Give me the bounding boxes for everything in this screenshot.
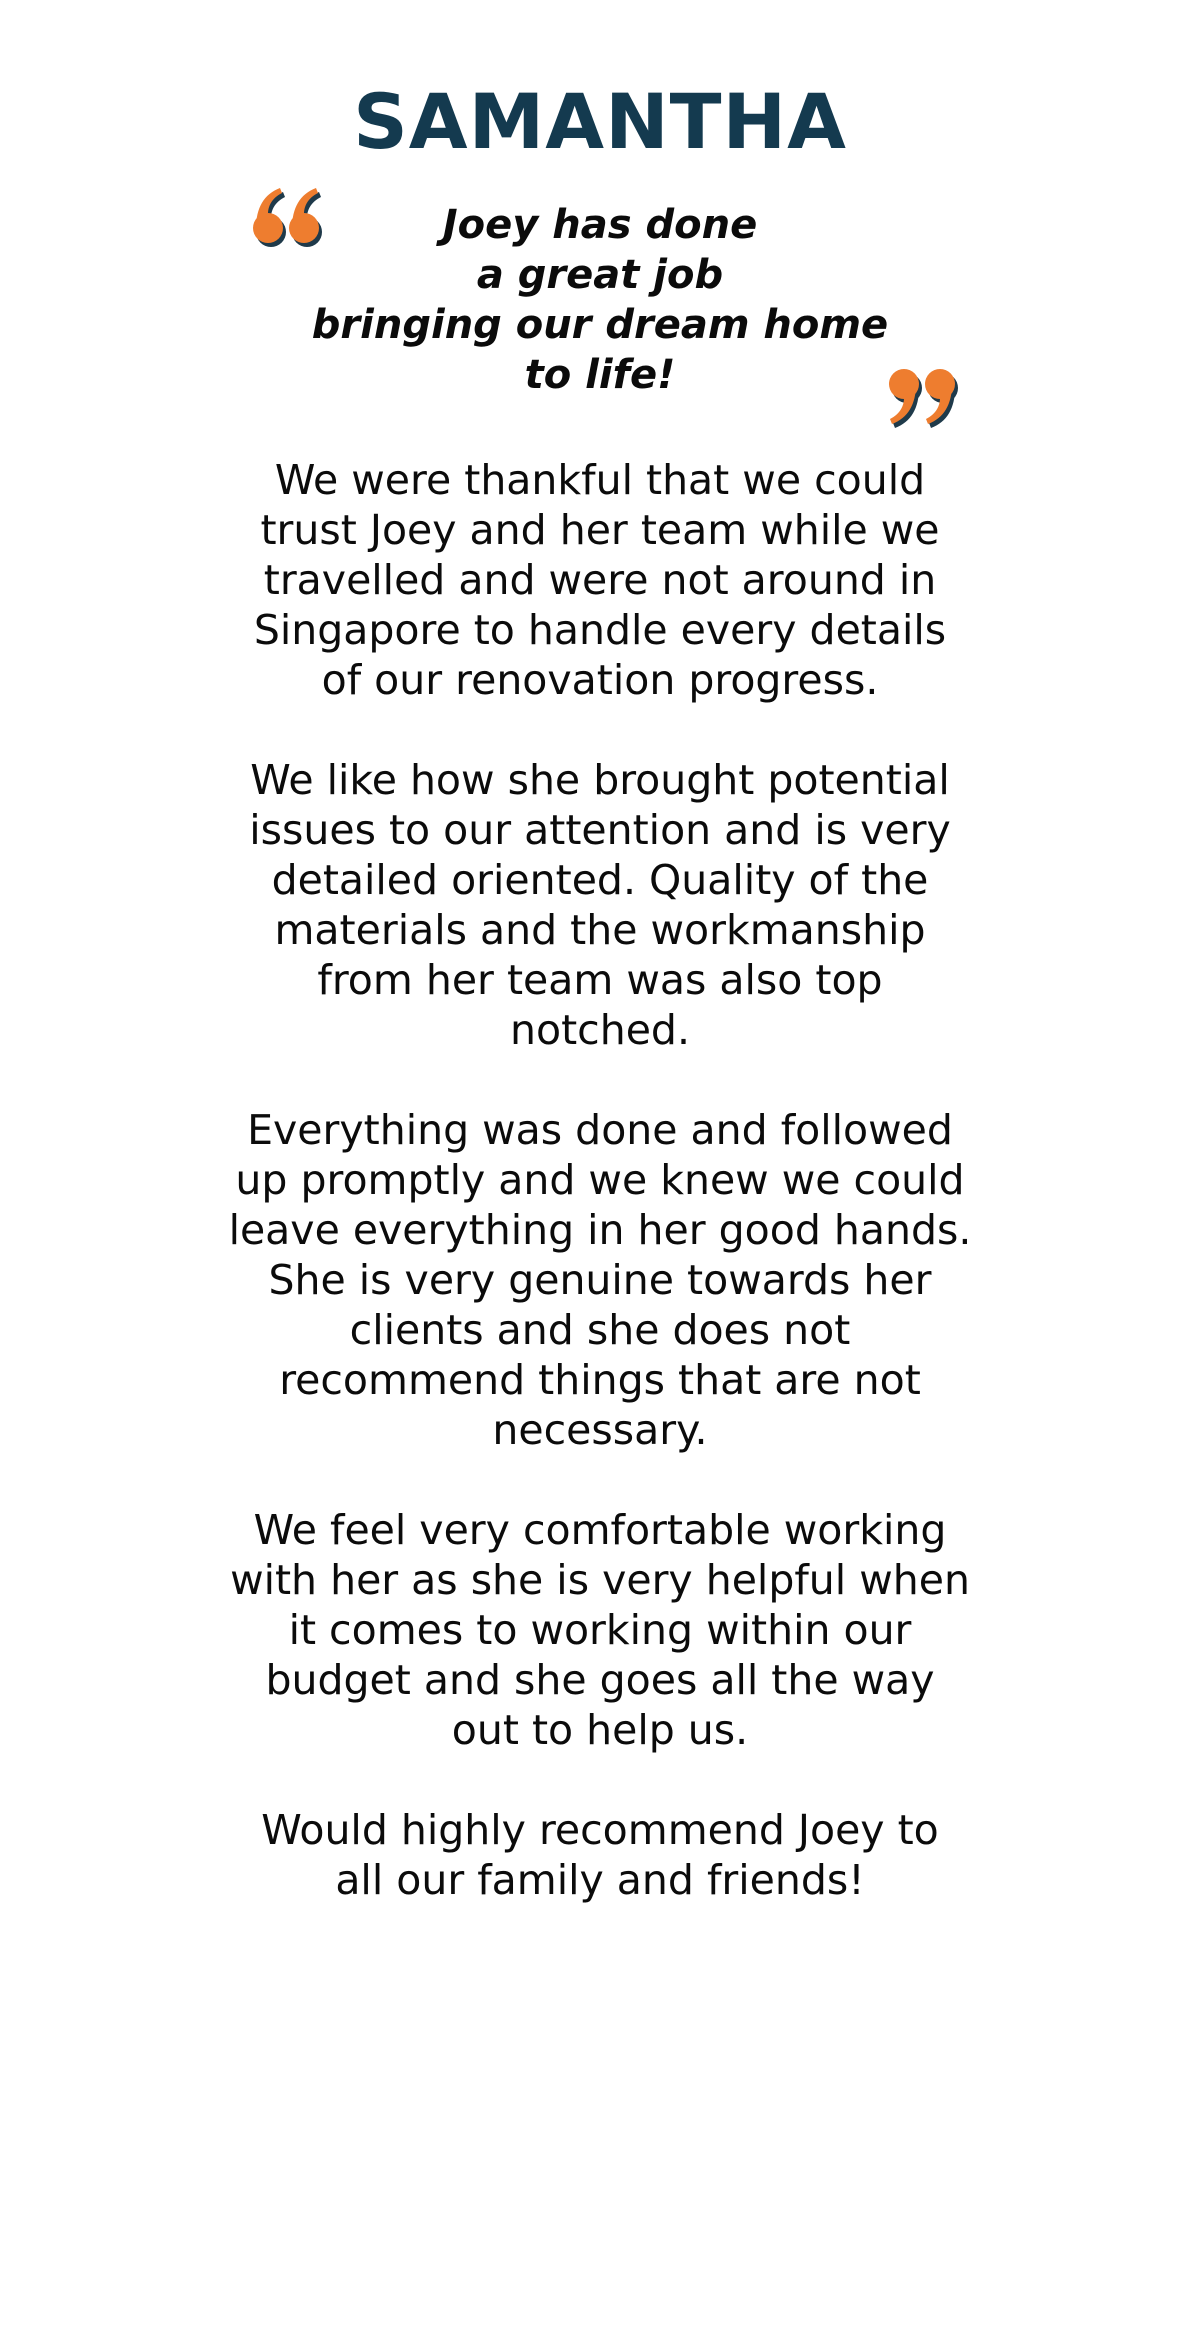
body-line: materials and the workmanship: [274, 906, 926, 954]
body-paragraph: [200, 1505, 1000, 1755]
body-line: of our renovation progress.: [321, 656, 879, 704]
body-paragraph: [200, 455, 1000, 705]
body-line: clients and she does not: [349, 1306, 851, 1354]
body-line: all our family and friends!: [335, 1856, 865, 1904]
body-line: Everything was done and followed: [247, 1106, 953, 1154]
quote-line: bringing our dream home: [311, 302, 889, 348]
body-line: with her as she is very helpful when: [230, 1556, 970, 1604]
quote-line: a great job: [476, 252, 724, 298]
body-paragraph: [200, 1805, 1000, 1905]
body-line: necessary.: [492, 1406, 708, 1454]
body-line: recommend things that are not: [279, 1356, 921, 1404]
quote-line: to life!: [524, 352, 676, 398]
body-line: up promptly and we knew we could: [235, 1156, 965, 1204]
body-line: detailed oriented. Quality of the: [271, 856, 929, 904]
body-line: Singapore to handle every details: [253, 606, 947, 654]
body-line: Would highly recommend Joey to: [261, 1806, 939, 1854]
close-quote-icon: [878, 360, 958, 430]
body-line: issues to our attention and is very: [249, 806, 951, 854]
body-line: We feel very comfortable working: [253, 1506, 947, 1554]
body-line: it comes to working within our: [288, 1606, 912, 1654]
body-line: travelled and were not around in: [263, 556, 937, 604]
body-paragraph: [200, 755, 1000, 1055]
body-line: from her team was also top: [317, 956, 883, 1004]
body-line: leave everything in her good hands.: [228, 1206, 972, 1254]
quote-line: Joey has done: [442, 202, 758, 248]
body-line: We like how she brought potential: [250, 756, 950, 804]
testimonial-name: SAMANTHA: [353, 77, 847, 166]
quote-text: [250, 200, 950, 400]
body-paragraph: [200, 1105, 1000, 1455]
body-line: out to help us.: [451, 1706, 749, 1754]
body-line: We were thankful that we could: [274, 456, 926, 504]
body-line: notched.: [510, 1006, 690, 1054]
body-line: She is very genuine towards her: [268, 1256, 932, 1304]
testimonial-body: [200, 455, 1000, 1955]
body-line: budget and she goes all the way: [265, 1656, 935, 1704]
pull-quote: [250, 200, 950, 430]
body-line: trust Joey and her team while we: [260, 506, 940, 554]
